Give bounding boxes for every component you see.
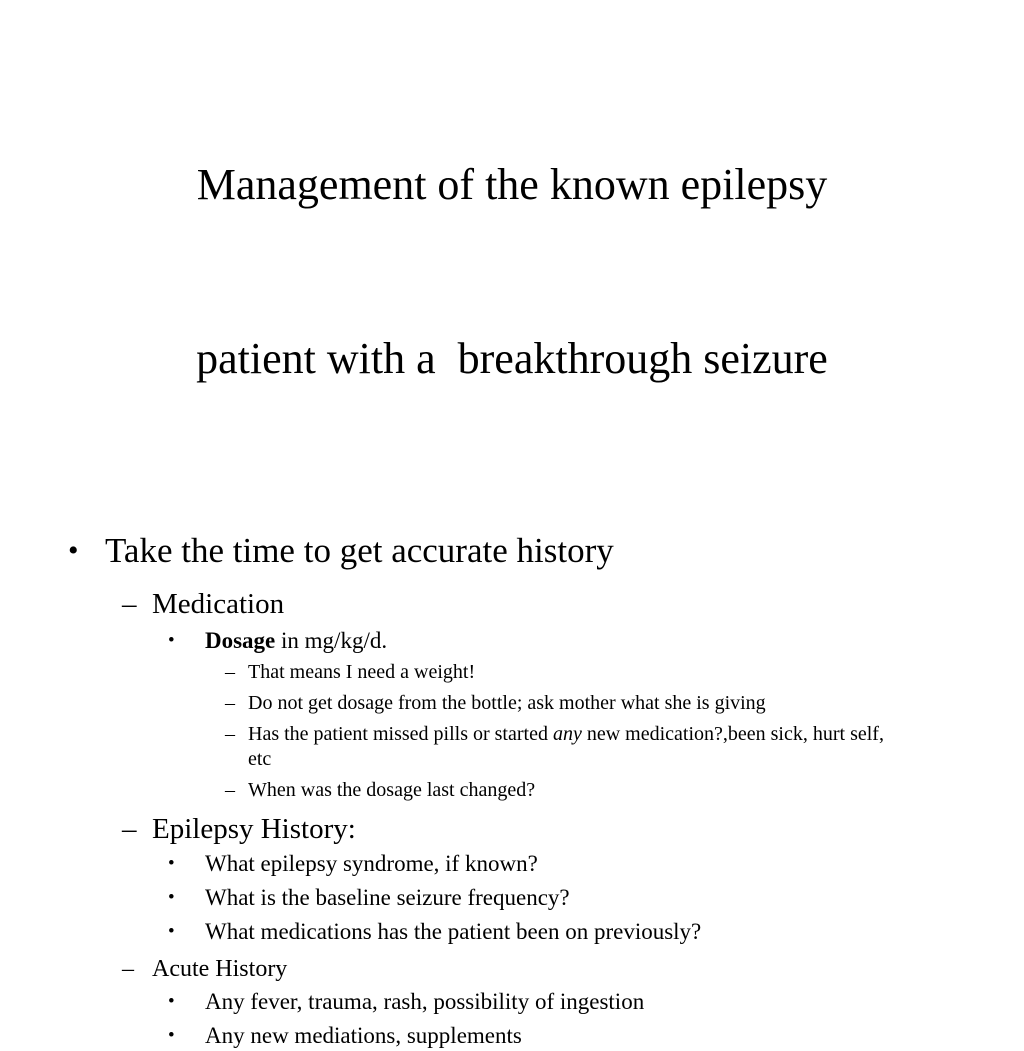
list-item-label: [205, 626, 387, 656]
bullet-icon: •: [168, 991, 175, 1012]
list-item-acute-history: [122, 951, 1024, 987]
list-item-missed-pills: [225, 722, 1024, 772]
bullet-icon: •: [168, 630, 175, 651]
bullet-icon: •: [168, 921, 175, 942]
list-item-bottle: [225, 691, 1024, 716]
list-item-label: Epilepsy History:: [152, 813, 356, 845]
list-item-label: What is the baseline seizure frequency?: [205, 885, 570, 910]
list-item-label: Acute History: [152, 956, 288, 982]
missed-pills-prefix: Has the patient missed pills or started: [248, 723, 553, 745]
dash-icon: –: [225, 661, 235, 683]
dash-icon: –: [122, 813, 137, 845]
list-item-label: That means I need a weight!: [248, 661, 476, 683]
bullet-icon: •: [168, 887, 175, 908]
list-item-label: What medications has the patient been on previously?: [205, 919, 702, 944]
dosage-bold-text: Dosage: [205, 628, 276, 653]
missed-pills-italic: any: [552, 723, 582, 745]
slide-title: [0, 0, 1024, 504]
list-item-label: [248, 722, 903, 772]
missed-pills-suffix: new medication?,been sick, hurt self, etc: [248, 723, 884, 770]
list-item-previous-medications: [168, 917, 1024, 947]
dash-icon: –: [225, 692, 235, 714]
bullet-icon: •: [168, 1025, 175, 1046]
dash-icon: –: [225, 723, 235, 745]
bullet-icon: •: [68, 534, 79, 567]
list-item-label: What epilepsy syndrome, if known?: [205, 851, 538, 876]
list-item-label: Any new mediations, supplements: [205, 1023, 522, 1048]
list-item-label: Any fever, trauma, rash, possibility of ingestion: [205, 989, 645, 1014]
list-item-label: Medication: [152, 588, 285, 620]
list-item-label: When was the dosage last changed?: [248, 779, 536, 801]
list-item-label: Take the time to get accurate history: [105, 531, 614, 570]
list-item-dosage: [168, 626, 1024, 656]
list-item-medication: [122, 584, 1024, 624]
list-item-new-mediations: [168, 1021, 1024, 1051]
slide-title-line2: patient with a breakthrough seizure: [196, 334, 828, 383]
dash-icon: –: [122, 588, 137, 620]
list-item-label: Do not get dosage from the bottle; ask mother what she is giving: [248, 692, 766, 714]
dash-icon: –: [122, 956, 134, 982]
dosage-rest-text: in mg/kg/d.: [275, 628, 388, 653]
list-item-epilepsy-history: [122, 809, 1024, 849]
list-item-dosage-changed: [225, 778, 1024, 803]
list-item-syndrome: [168, 849, 1024, 879]
list-item-take-history: [68, 530, 1024, 572]
list-item-weight: [225, 660, 1024, 685]
dash-icon: –: [225, 779, 235, 801]
bullet-icon: •: [168, 853, 175, 874]
slide-title-line1: Management of the known epilepsy: [196, 160, 828, 209]
list-item-fever-trauma: [168, 987, 1024, 1017]
list-item-baseline-frequency: [168, 883, 1024, 913]
